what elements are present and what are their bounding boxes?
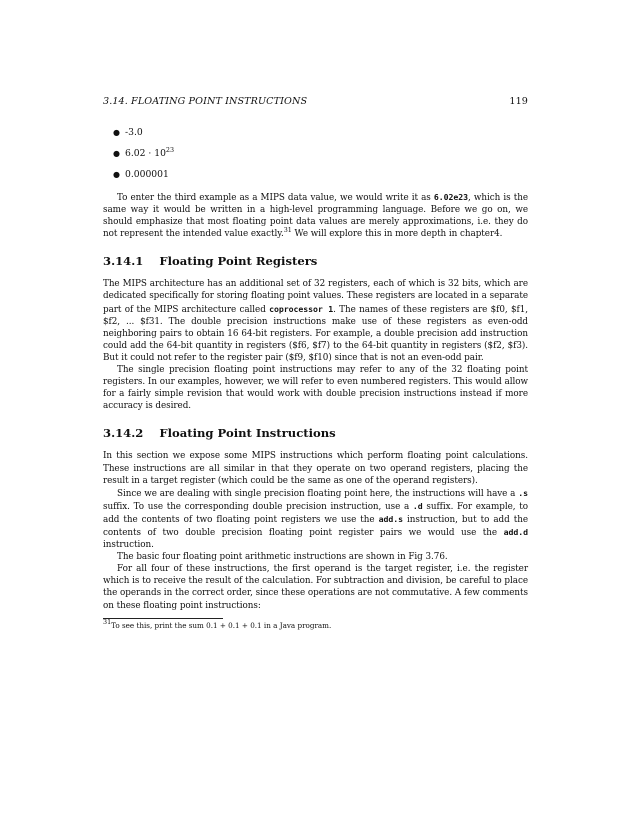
- text-run: instruction, but to add the contents of two double precision floating point register pairs we would use the: [103, 514, 528, 538]
- bullet-icon: ●: [113, 170, 120, 179]
- running-title: 3.14. FLOATING POINT INSTRUCTIONS: [103, 96, 308, 107]
- footnote-mark: 31: [103, 617, 112, 626]
- list-item-text: -3.0: [125, 127, 143, 138]
- inline-code: .d: [412, 500, 423, 511]
- inline-code: .s: [518, 487, 528, 498]
- mantissa: 6.02 · 10: [125, 148, 166, 159]
- bullet-icon: ●: [113, 149, 120, 158]
- example-values-list: [103, 127, 528, 181]
- footnote: [103, 617, 528, 631]
- inline-code: 6.02e23: [433, 192, 469, 202]
- intro-paragraph: [103, 191, 528, 240]
- list-item-text: [125, 148, 174, 159]
- section-number: 3.14.1: [103, 254, 144, 269]
- instructions-paragraph-4: For all four of these instructions, the first operand is the target register, i.e. the register which is to receive the result of the calculation. For subtraction and division, be careful to place the operands in the correct order, since these operations are not commutative. A few comments on these floating point instructions:: [103, 564, 528, 611]
- text-run: To enter the third example as a MIPS data value, we would write it as: [117, 193, 434, 203]
- text-run: We will explore this in more depth in chapter4.: [291, 229, 503, 240]
- list-item: [113, 148, 528, 160]
- inline-code: add.d: [503, 526, 528, 537]
- text-run: suffix. For example, to add the contents of two floating point registers we use the: [103, 501, 528, 525]
- page-number: 119: [509, 96, 528, 107]
- text-run: . The names of these registers are $f0, $f1, $f2, ... $f31. The double precision instructions make use of these registers as even-odd neighboring pairs to obtain 16 64-bit registers. For example, a double precision add instruction could add the 64-bit quantity in registers ($f6, $f7) to the 64-bit quantity in registers ($f2, $f3). But it could not refer to the register pair ($f9, $f10) since that is not an even-odd pair.: [103, 304, 528, 363]
- footnote-divider: [103, 618, 223, 619]
- section-number: 3.14.2: [103, 426, 144, 441]
- text-run: , which is the same way it would be written in a high-level programming language. Before we go on, we should emphasize that most floating point data values are merely approximations, i.e. they do not represent the intended value exactly.: [103, 193, 528, 240]
- instructions-paragraph-1: In this section we expose some MIPS instructions which perform floating point calculations. These instructions are all similar in that they operate on two operand registers, placing the result in a target register (which could be the same as one of the operand registers).: [103, 451, 528, 486]
- page-header: [103, 96, 528, 107]
- section-heading-registers: [103, 254, 528, 268]
- inline-code: coprocessor 1: [269, 303, 334, 314]
- section-heading-instructions: [103, 426, 528, 440]
- footnote-ref: 31: [283, 226, 292, 235]
- registers-paragraph-1: [103, 278, 528, 364]
- text-run: suffix. To use the corresponding double precision instruction, use a: [103, 501, 413, 512]
- registers-paragraph-2: The single precision floating point instructions may refer to any of the 32 floating point registers. In our examples, however, we will refer to even numbered registers. This would allow for a fairly simple revision that would work with double precision instructions instead if more accuracy is desired.: [103, 365, 528, 412]
- footnote-text: To see this, print the sum 0.1 + 0.1 + 0.1 in a Java program.: [111, 620, 332, 630]
- list-item: [113, 127, 528, 139]
- exponent: 23: [165, 146, 175, 154]
- instructions-paragraph-2: [103, 487, 528, 551]
- inline-code: add.s: [378, 513, 403, 524]
- instructions-paragraph-3: The basic four floating point arithmetic instructions are shown in Fig 3.76.: [117, 552, 448, 563]
- list-item-text: 0.000001: [125, 169, 169, 180]
- document-page: [103, 96, 528, 631]
- text-run: Since we are dealing with single precision floating point here, the instructions will have a: [117, 488, 519, 499]
- text-run: The MIPS architecture has an additional set of 32 registers, each of which is 32 bits, which are dedicated specifically for storing floating point values. These registers are located in a separate part of the MIPS architecture called: [103, 279, 528, 315]
- list-item: [113, 169, 528, 181]
- section-title: Floating Point Registers: [159, 254, 318, 269]
- section-title: Floating Point Instructions: [159, 426, 336, 441]
- bullet-icon: ●: [113, 128, 120, 137]
- text-run: instruction.: [103, 540, 154, 551]
